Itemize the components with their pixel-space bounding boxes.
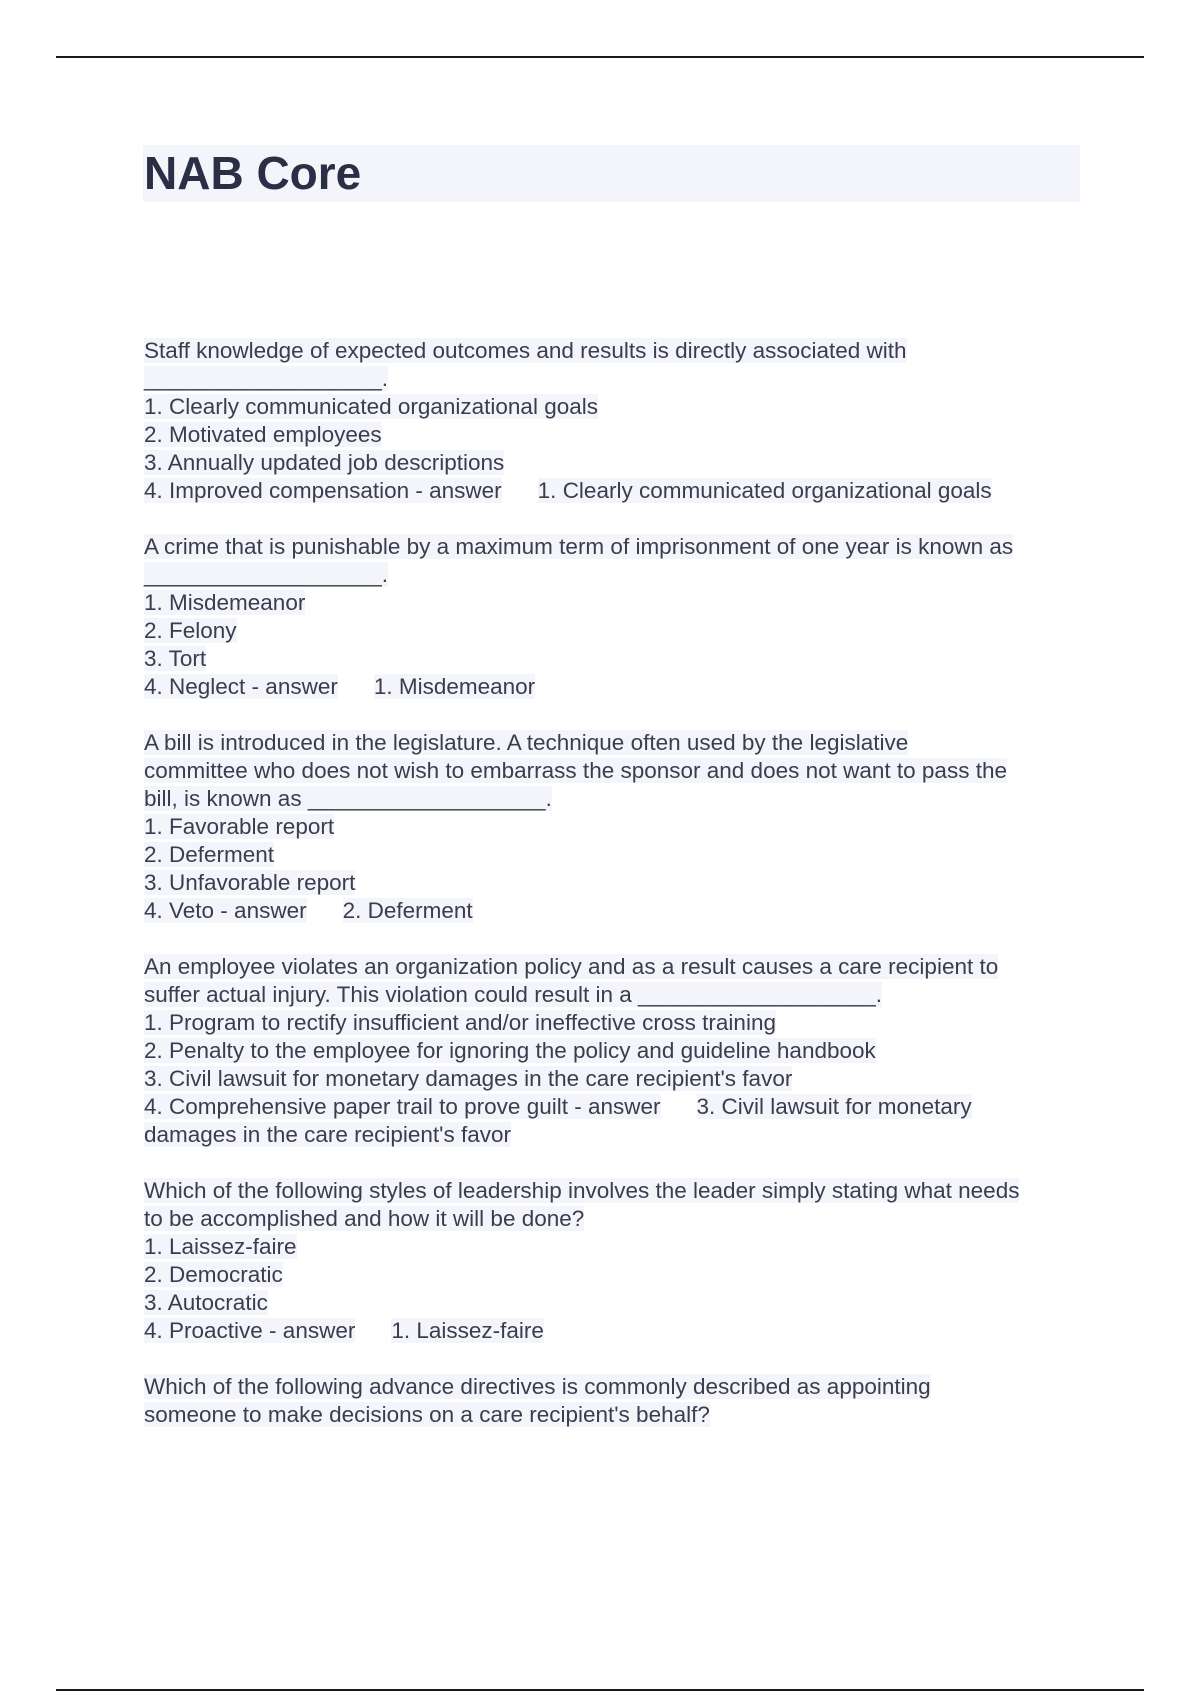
question-block	[144, 337, 1089, 505]
option-line: 2. Motivated employees	[144, 422, 382, 447]
option-line: 1. Misdemeanor	[144, 590, 306, 615]
question-block	[144, 533, 1089, 701]
option-line: 3. Autocratic	[144, 1290, 268, 1315]
answer-text: 1. Misdemeanor	[373, 674, 536, 699]
question-line: someone to make decisions on a care recipient's behalf?	[144, 1402, 710, 1427]
answer-line: 4. Comprehensive paper trail to prove guilt - answer 3. Civil lawsuit for monetary	[144, 1094, 972, 1119]
answer-line: 4. Neglect - answer 1. Misdemeanor	[144, 674, 536, 699]
option-line: 2. Democratic	[144, 1262, 283, 1287]
question-block	[144, 1177, 1089, 1345]
option-line: 3. Civil lawsuit for monetary damages in the care recipient's favor	[144, 1066, 793, 1091]
answer-text: 1. Laissez-faire	[391, 1318, 544, 1343]
option-line: 1. Favorable report	[144, 814, 335, 839]
answer-line: 4. Veto - answer 2. Deferment	[144, 898, 473, 923]
option-line: 3. Tort	[144, 646, 207, 671]
option-line: 1. Laissez-faire	[144, 1234, 297, 1259]
question-line: bill, is known as ___________________.	[144, 786, 552, 811]
top-rule	[56, 56, 1144, 58]
question-blank: ___________________.	[144, 562, 389, 587]
question-block	[144, 729, 1089, 925]
option-line: 2. Felony	[144, 618, 237, 643]
question-list	[144, 337, 1089, 1457]
option-line: 3. Unfavorable report	[144, 870, 356, 895]
question-line: to be accomplished and how it will be done?	[144, 1206, 585, 1231]
option-line: 3. Annually updated job descriptions	[144, 450, 505, 475]
question-block	[144, 1373, 1089, 1429]
question-line: Staff knowledge of expected outcomes and results is directly associated with	[144, 338, 907, 363]
answer-line: 4. Proactive - answer 1. Laissez-faire	[144, 1318, 544, 1343]
question-line: Which of the following styles of leadership involves the leader simply stating what needs	[144, 1178, 1020, 1203]
question-block	[144, 953, 1089, 1149]
question-line: committee who does not wish to embarrass the sponsor and does not want to pass the	[144, 758, 1007, 783]
bottom-rule	[56, 1689, 1144, 1691]
answer-text: 1. Clearly communicated organizational goals	[537, 478, 992, 503]
answer-continuation: damages in the care recipient's favor	[144, 1122, 511, 1147]
question-line: A bill is introduced in the legislature. A technique often used by the legislative	[144, 730, 909, 755]
answer-text: 2. Deferment	[342, 898, 473, 923]
question-line: A crime that is punishable by a maximum term of imprisonment of one year is known as	[144, 534, 1014, 559]
answer-text: 3. Civil lawsuit for monetary	[696, 1094, 972, 1119]
option-line: 2. Penalty to the employee for ignoring the policy and guideline handbook	[144, 1038, 876, 1063]
page-title: NAB Core	[144, 147, 362, 199]
question-line: An employee violates an organization policy and as a result causes a care recipient to	[144, 954, 999, 979]
option-line: 1. Program to rectify insufficient and/or ineffective cross training	[144, 1010, 776, 1035]
question-blank: ___________________.	[144, 366, 389, 391]
question-line: Which of the following advance directives is commonly described as appointing	[144, 1374, 931, 1399]
option-line: 2. Deferment	[144, 842, 275, 867]
option-line: 1. Clearly communicated organizational goals	[144, 394, 598, 419]
answer-line: 4. Improved compensation - answer 1. Clearly communicated organizational goals	[144, 478, 992, 503]
question-line: suffer actual injury. This violation could result in a ___________________.	[144, 982, 883, 1007]
